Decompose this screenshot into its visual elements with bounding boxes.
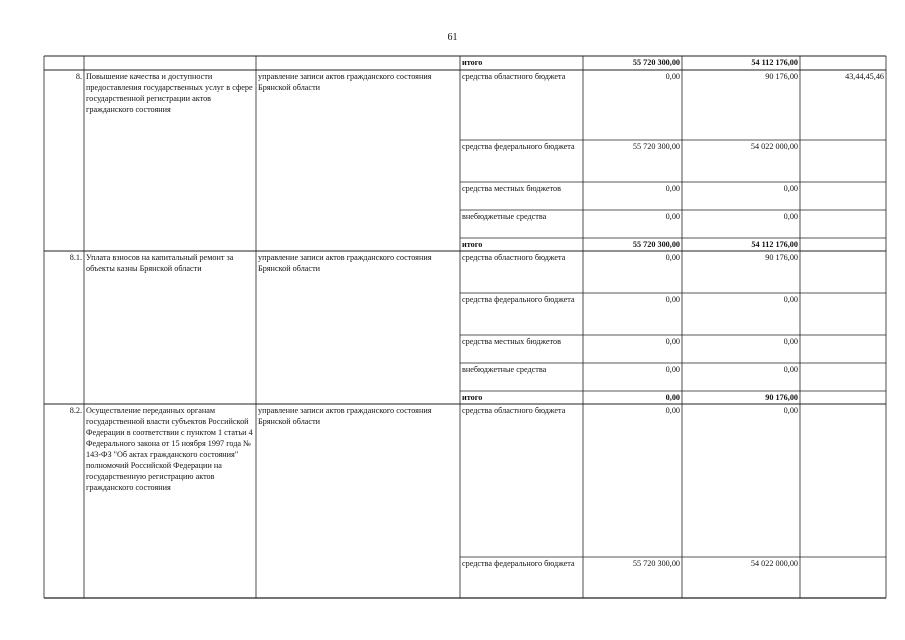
amount-actual: 54 112 176,00 (751, 58, 798, 67)
source-label: средства федерального бюджета (462, 559, 575, 568)
amount-planned: 0,00 (665, 365, 680, 374)
amount-actual: 0,00 (783, 212, 798, 221)
amount-planned: 0,00 (665, 406, 680, 415)
row-number: 8. (75, 72, 82, 81)
amount-planned: 0,00 (665, 184, 680, 193)
amount-actual: 0,00 (783, 295, 798, 304)
amount-actual: 0,00 (783, 337, 798, 346)
amount-actual: 0,00 (783, 184, 798, 193)
amount-actual: 54 022 000,00 (750, 142, 798, 151)
executor: управление записи актов гражданского состояния Брянской области (258, 406, 432, 426)
source-label: итого (462, 240, 483, 249)
measure-name: Осуществление переданных органам государственной власти субъектов Российской Федерации в соответствии с пунктом 1 статьи 4 Федерального закона от 15 ноября 1997 года № 143-ФЗ "Об актах гражданского состояния" полномочий Российской Федерации на государственную регистрацию актов гражданского состояния (86, 406, 253, 492)
executor: управление записи актов гражданского состояния Брянской области (258, 253, 432, 273)
amount-planned: 0,00 (665, 337, 680, 346)
source-label: средства областного бюджета (462, 406, 566, 415)
row-number: 8.2. (69, 406, 82, 415)
amount-planned: 55 720 300,00 (632, 58, 680, 67)
amount-planned: 0,00 (665, 393, 680, 402)
amount-planned: 0,00 (665, 253, 680, 262)
source-label: итого (462, 58, 483, 67)
source-label: средства федерального бюджета (462, 142, 575, 151)
amount-planned: 55 720 300,00 (632, 240, 680, 249)
amount-actual: 90 176,00 (765, 393, 798, 402)
executor: управление записи актов гражданского состояния Брянской области (258, 72, 432, 92)
amount-planned: 55 720 300,00 (632, 142, 680, 151)
amount-planned: 0,00 (665, 212, 680, 221)
measure-name: Повышение качества и доступности предоставления государственных услуг в сфере государственной регистрации актов гражданского состояния (86, 72, 253, 114)
amount-actual: 54 112 176,00 (751, 240, 798, 249)
amount-planned: 0,00 (665, 295, 680, 304)
page-number: 61 (447, 32, 458, 43)
amount-actual: 0,00 (783, 365, 798, 374)
amount-planned: 55 720 300,00 (632, 559, 680, 568)
source-label: средства областного бюджета (462, 253, 566, 262)
source-label: средства местных бюджетов (462, 184, 561, 193)
amount-actual: 90 176,00 (765, 72, 798, 81)
source-label: средства областного бюджета (462, 72, 566, 81)
row-number: 8.1. (69, 253, 82, 262)
source-label: внебюджетные средства (462, 212, 547, 221)
source-label: средства федерального бюджета (462, 295, 575, 304)
amount-actual: 90 176,00 (765, 253, 798, 262)
source-label: средства местных бюджетов (462, 337, 561, 346)
amount-actual: 54 022 000,00 (750, 559, 798, 568)
amount-planned: 0,00 (665, 72, 680, 81)
source-label: итого (462, 393, 483, 402)
indicator-numbers: 43,44,45,46 (845, 72, 884, 81)
source-label: внебюджетные средства (462, 365, 547, 374)
measure-name: Уплата взносов на капитальный ремонт за объекты казны Брянской области (86, 253, 234, 273)
amount-actual: 0,00 (783, 406, 798, 415)
